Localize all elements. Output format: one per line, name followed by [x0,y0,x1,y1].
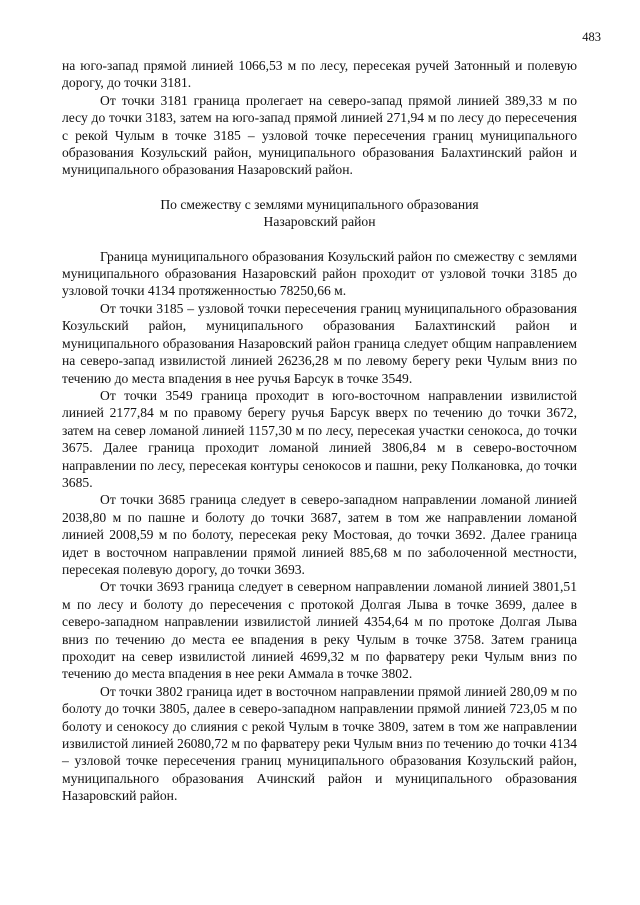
paragraph: Граница муниципального образования Козульский район по смежеству с землями муниципального образования Назаровский район проходит от узловой точки 3185 до узловой точки 4134 протяженностью 78250,66 м. [62,248,577,299]
page-number: 483 [582,30,601,44]
paragraph: От точки 3693 граница следует в северном направлении ломаной линией 3801,51 м по лесу и болоту до пересечения с протокой Долгая Лыва в точке 3699, далее в северо-западном направлении извилистой линией 4354,64 м по протоке Долгая Лыва вниз по течению до места ее впадения в реку Чулым в точке 3758. Затем граница проходит на север извилистой линией 4699,32 м по фарватеру реки Чулым вниз по течению до места впадения в нее реки Аммала в точке 3802. [62,579,577,682]
paragraph: От точки 3685 граница следует в северо-западном направлении ломаной линией 2038,80 м по пашне и болоту до точки 3687, затем в том же направлении ломаной линией 2008,59 м по болоту, пересекая реку Мостовая, до точки 3692. Далее граница идет в восточном направлении прямой линией 885,68 м по заболоченной местности, пересекая полевую дорогу, до точки 3693. [62,492,577,577]
section-heading-line: Назаровский район [263,214,376,230]
section-heading-line: По смежеству с землями муниципального образования [160,196,479,212]
section-heading [62,196,577,231]
paragraph: От точки 3181 граница пролегает на северо-запад прямой линией 389,33 м по лесу до точки 3183, затем на юго-запад прямой линией 271,94 м по лесу до пересечения с рекой Чулым в точке 3185 – узловой точке пересечения границ муниципального образования Козульский район, муниципального образования Балахтинский район и муниципального образования Назаровский район. [62,92,577,178]
paragraph: От точки 3549 граница проходит в юго-восточном направлении извилистой линией 2177,84 м по правому берегу ручья Барсук вверх по течению до точки 3672, затем на север ломаной линией 1157,30 м по лесу, пересекая участки сенокоса, до точки 3675. Далее граница проходит ломаной линией 3806,84 м в северо-восточном направлении по лесу, пересекая контуры сенокосов и пашни, реку Полкановка, до точки 3685. [62,387,577,490]
paragraph: на юго-запад прямой линией 1066,53 м по лесу, пересекая ручей Затонный и полевую дорогу, до точки 3181. [62,58,577,91]
document-body [62,57,577,805]
paragraph: От точки 3802 граница идет в восточном направлении прямой линией 280,09 м по болоту до точки 3805, далее в северо-западном направлении прямой линией 723,05 м по болоту и сенокосу до слияния с рекой Чулым в точке 3809, затем в том же направлении извилистой линией 26080,72 м по фарватеру реки Чулым вниз по течению до точки 4134 – узловой точке пересечения границ муниципального образования Козульский район, муниципального образования Ачинский район и муниципального образования Назаровский район. [62,683,577,804]
paragraph: От точки 3185 – узловой точки пересечения границ муниципального образования Козульский район, муниципального образования Балахтинский район и муниципального образования Назаровский район граница следует общим направлением на северо-запад извилистой линией 26236,28 м по левому берегу реки Чулым вниз по течению до места впадения в нее ручья Барсук в точке 3549. [62,300,577,386]
